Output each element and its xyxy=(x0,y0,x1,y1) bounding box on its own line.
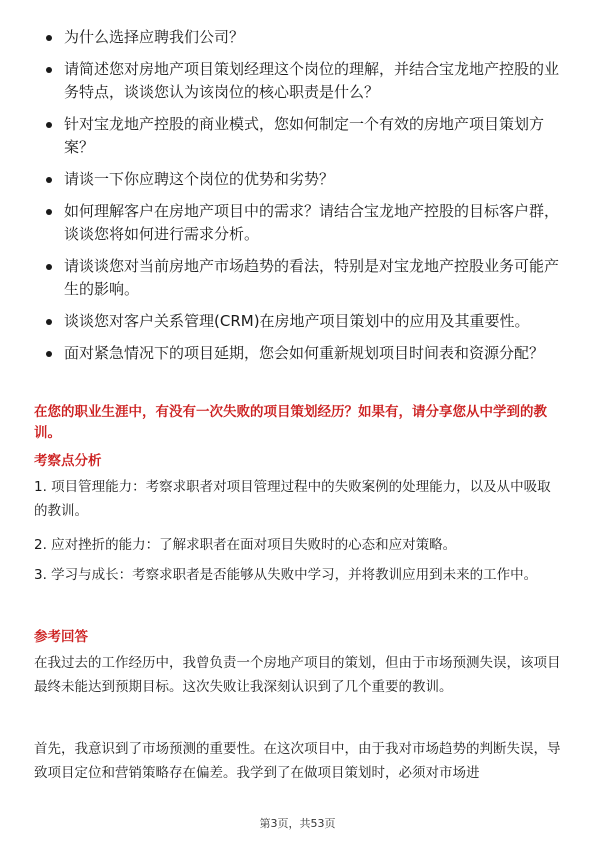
list-item: 请简述您对房地产项目策划经理这个岗位的理解，并结合宝龙地产控股的业务特点，谈谈您认为该岗位的核心职责是什么？ xyxy=(40,58,562,104)
list-item: 面对紧急情况下的项目延期，您会如何重新规划项目时间表和资源分配？ xyxy=(40,342,562,365)
reference-title: 参考回答 xyxy=(34,629,88,645)
analysis-title: 考察点分析 xyxy=(34,453,102,469)
page-number: 第3页，共53页 xyxy=(259,817,336,830)
list-item: 针对宝龙地产控股的商业模式，您如何制定一个有效的房地产项目策划方案？ xyxy=(40,113,562,159)
reference-paragraph-2: 首先，我意识到了市场预测的重要性。在这次项目中，由于我对市场趋势的判断失误，导致项目定位和营销策略存在偏差。我学到了在做项目策划时，必须对市场进 xyxy=(34,741,561,781)
main-question: 在您的职业生涯中，有没有一次失败的项目策划经历？如果有，请分享您从中学到的教训。 xyxy=(34,404,547,441)
list-item: 如何理解客户在房地产项目中的需求？请结合宝龙地产控股的目标客户群，谈谈您将如何进行需求分析。 xyxy=(40,200,562,246)
analysis-point-2: 2. 应对挫折的能力：了解求职者在面对项目失败时的心态和应对策略。 xyxy=(34,537,457,553)
analysis-point-3: 3. 学习与成长：考察求职者是否能够从失败中学习，并将教训应用到未来的工作中。 xyxy=(34,567,538,583)
list-item: 为什么选择应聘我们公司？ xyxy=(40,26,562,49)
reference-paragraph-1: 在我过去的工作经历中，我曾负责一个房地产项目的策划，但由于市场预测失误，该项目最终未能达到预期目标。这次失败让我深刻认识到了几个重要的教训。 xyxy=(34,655,561,695)
question-list xyxy=(40,26,562,374)
list-item: 请谈一下你应聘这个岗位的优势和劣势？ xyxy=(40,168,562,191)
analysis-point-1: 1. 项目管理能力：考察求职者对项目管理过程中的失败案例的处理能力，以及从中吸取的教训。 xyxy=(34,479,551,519)
list-item: 谈谈您对客户关系管理(CRM)在房地产项目策划中的应用及其重要性。 xyxy=(40,310,562,333)
list-item: 请谈谈您对当前房地产市场趋势的看法，特别是对宝龙地产控股业务可能产生的影响。 xyxy=(40,255,562,301)
